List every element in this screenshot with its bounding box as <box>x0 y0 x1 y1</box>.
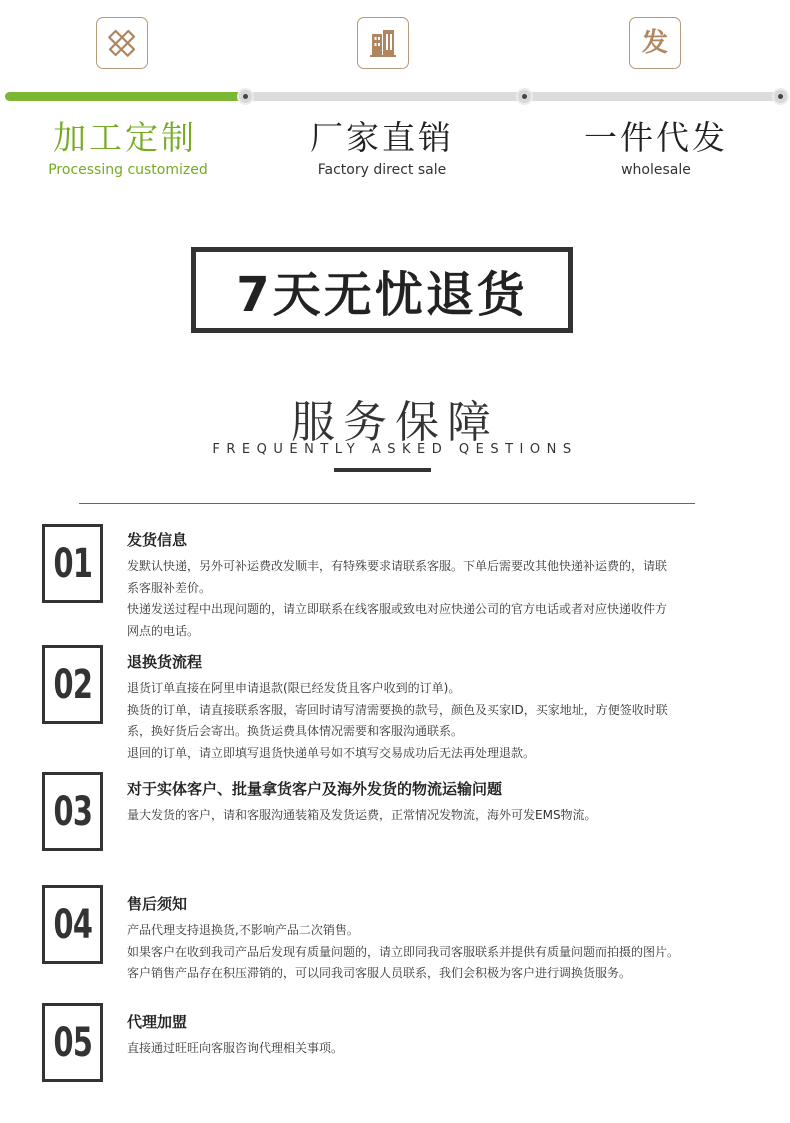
faq-number-box <box>42 885 103 964</box>
fa-character-icon: 发 <box>641 28 668 58</box>
faq-line: 如果客户在收到我司产品后发现有质量问题的，请立即同我司客服联系并提供有质量问题而拍摄的图片。 <box>127 944 680 959</box>
progress-node-2 <box>516 88 533 105</box>
faq-item <box>127 895 727 985</box>
faq-line: 系客服补差价。 <box>127 580 212 595</box>
progress-node-1 <box>237 88 254 105</box>
faq-item <box>127 531 727 642</box>
faq-number: 05 <box>53 1019 92 1066</box>
faq-number-box <box>42 645 103 724</box>
step-2-subtitle: Factory direct sale <box>317 162 447 178</box>
faq-number-box <box>42 772 103 851</box>
faq-line: 量大发货的客户，请和客服沟通装箱及发货运费，正常情况发物流，海外可发EMS物流。 <box>127 808 597 822</box>
step-3-subtitle: wholesale <box>621 162 691 178</box>
faq-title: 退换货流程 <box>127 653 203 671</box>
faq-number: 02 <box>53 661 92 708</box>
faq-line: 退回的订单，请立即填写退货快递单号如不填写交易成功后无法再处理退款。 <box>127 745 536 760</box>
faq-title: 发货信息 <box>127 531 188 549</box>
faq-title: 售后须知 <box>127 895 188 913</box>
faq-item <box>127 1013 727 1060</box>
faq-item <box>127 780 727 827</box>
faq-line: 快递发送过程中出现问题的，请立即联系在线客服或致电对应快递公司的官方电话或者对应快递收件方 <box>127 602 668 616</box>
section-title: 服务保障 <box>291 397 499 448</box>
faq-title: 代理加盟 <box>127 1013 188 1031</box>
faq-number-box <box>42 1003 103 1082</box>
faq-number: 01 <box>53 540 92 587</box>
faq-line: 直接通过旺旺向客服咨询代理相关事项。 <box>127 1041 344 1055</box>
faq-title: 对于实体客户、批量拿货客户及海外发货的物流运输问题 <box>127 780 503 798</box>
return-policy-text: 7天无忧退货 <box>236 266 528 323</box>
step-2-icon-box <box>357 17 409 69</box>
return-policy-badge <box>191 247 573 333</box>
step-1-title: 加工定制 <box>53 118 197 157</box>
faq-line: 系，换好货后会寄出。换货运费具体情况需要和客服沟通联系。 <box>127 724 464 738</box>
building-icon <box>367 27 399 59</box>
step-1-icon-box <box>96 17 148 69</box>
section-underline <box>334 468 431 472</box>
faq-line: 产品代理支持退换货,不影响产品二次销售。 <box>127 923 359 937</box>
step-2-title: 厂家直销 <box>310 118 454 157</box>
step-3-icon-box <box>629 17 681 69</box>
progress-node-3 <box>772 88 789 105</box>
faq-line: 换货的订单，请直接联系客服，寄回时请写清需要换的款号，颜色及买家ID，买家地址，方便签收时联 <box>127 702 668 717</box>
faq-line: 发默认快递，另外可补运费改发顺丰，有特殊要求请联系客服。下单后需要改其他快递补运费的，请联 <box>127 559 668 573</box>
faq-number: 04 <box>53 901 92 948</box>
faq-line: 客户销售产品存在积压滞销的，可以同我司客服人员联系，我们会积极为客户进行调换货服务。 <box>127 966 632 980</box>
step-3-title: 一件代发 <box>584 118 728 157</box>
faq-number: 03 <box>53 788 92 835</box>
step-1-subtitle: Processing customized <box>48 162 208 178</box>
faq-item <box>127 653 727 764</box>
section-subtitle: FREQUENTLY ASKED QESTIONS <box>212 442 578 457</box>
pencil-ruler-icon <box>105 26 139 60</box>
progress-track-fill <box>5 92 245 101</box>
faq-number-box <box>42 524 103 603</box>
faq-line: 网点的电话。 <box>127 623 200 638</box>
faq-line: 退货订单直接在阿里申请退款(限已经发货且客户收到的订单)。 <box>127 681 461 695</box>
section-divider <box>79 503 695 504</box>
